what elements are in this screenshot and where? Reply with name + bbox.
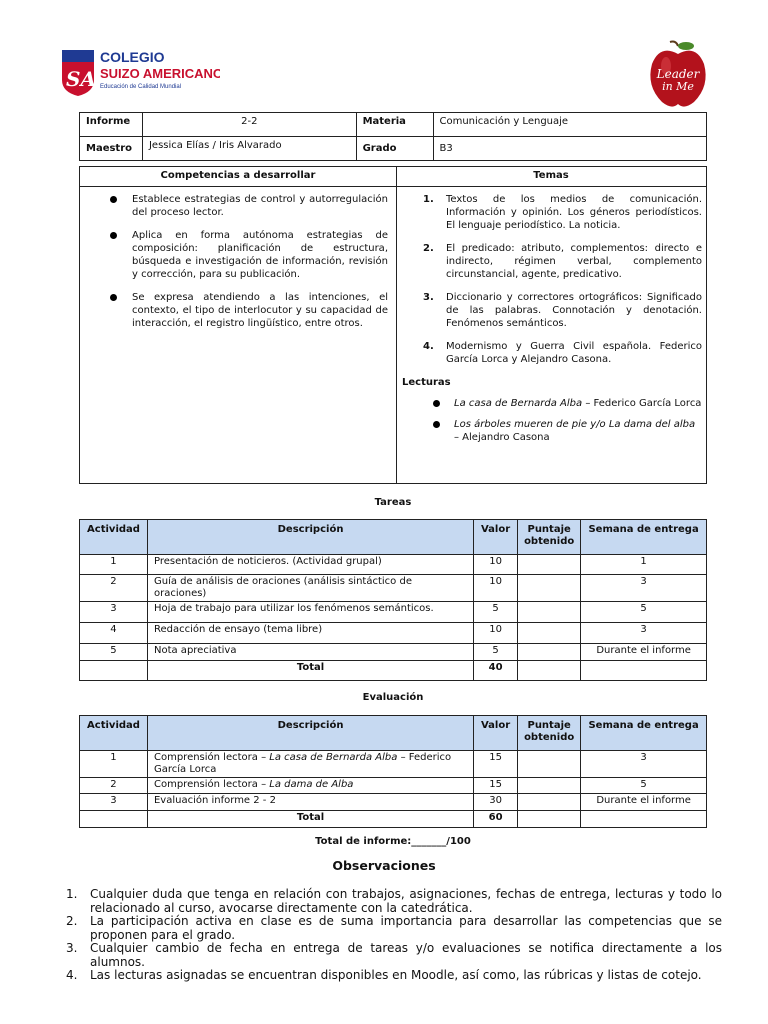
competencia-item: Aplica en forma autónoma estrategias de composición: planificación de estructura, búsqueda e investigación de información, revisión y corrección, para su publicación.	[80, 229, 388, 281]
table-row: 1 Presentación de noticieros. (Actividad grupal) 10 1	[80, 555, 707, 575]
table-row: 4 Redacción de ensayo (tema libre) 10 3	[80, 623, 707, 644]
col-descripcion: Descripción	[147, 520, 473, 555]
col-actividad: Actividad	[80, 520, 148, 555]
competencia-item: Se expresa atendiendo a las intenciones, el contexto, el tipo de interlocutor y su capacidad de interacción, el registro lingüístico, entre otros.	[80, 291, 388, 330]
info-table	[79, 112, 707, 161]
materia-label: Materia	[356, 113, 433, 137]
observacion-item: 3. Cualquier cambio de fecha en entrega de tareas y/o evaluaciones se notifica directamente a los alumnos.	[66, 941, 722, 969]
tareas-table	[79, 519, 707, 681]
competencias-title: Competencias a desarrollar	[80, 167, 396, 187]
observaciones-list	[66, 888, 722, 983]
competencia-item: Establece estrategias de control y autorregulación del proceso lector.	[80, 193, 388, 219]
logo-right-line1: Leader	[656, 67, 700, 81]
tema-item: 4. Modernismo y Guerra Civil española. Federico García Lorca y Alejandro Casona.	[423, 341, 702, 365]
total-row: Total 60	[80, 811, 707, 828]
table-row: 5 Nota apreciativa 5 Durante el informe	[80, 644, 707, 661]
lectura-item: Los árboles mueren de pie y/o La dama del alba – Alejandro Casona	[396, 418, 702, 444]
col-puntaje: Puntaje obtenido	[518, 520, 581, 555]
table-row: 1 Comprensión lectora – La casa de Bernarda Alba – Federico García Lorca 15 3	[80, 751, 707, 778]
tema-item: 3. Diccionario y correctores ortográficos: Significado de las palabras. Connotación y denotación. Fenómenos semánticos.	[423, 292, 702, 329]
grado-label: Grado	[356, 137, 433, 161]
logo-line2: SUIZO AMERICANO	[100, 66, 220, 81]
competencias-temas-box	[79, 166, 707, 484]
logo-line1: COLEGIO	[100, 49, 165, 65]
leader-in-me-logo	[646, 40, 710, 112]
tema-item: 1. Textos de los medios de comunicación. Información y opinión. Los géneros periodísticos. El lenguaje periodístico. La noticia.	[423, 194, 702, 231]
table-row: 2 Guía de análisis de oraciones (análisis sintáctico de oraciones) 10 3	[80, 575, 707, 602]
temas-list	[396, 193, 702, 452]
table-row: 3 Evaluación informe 2 - 2 30 Durante el informe	[80, 794, 707, 811]
evaluacion-title: Evaluación	[362, 692, 424, 703]
logo-monogram: SA	[66, 67, 96, 91]
grado-value: B3	[433, 137, 707, 161]
maestro-value: Jessica Elías / Iris Alvarado	[142, 137, 356, 161]
tareas-title: Tareas	[374, 497, 412, 508]
total-informe: Total de informe:_______/100	[315, 836, 471, 847]
logo-right-line2: in Me	[662, 80, 694, 93]
school-logo	[60, 46, 220, 98]
lecturas-title: Lecturas	[402, 377, 451, 388]
evaluacion-header-row: Actividad Descripción Valor Puntaje obtenido Semana de entrega	[80, 716, 707, 751]
total-row: Total 40	[80, 661, 707, 681]
tema-item: 2. El predicado: atributo, complementos: directo e indirecto, régimen verbal, complemento circunstancial, agente, predicativo.	[423, 243, 702, 280]
temas-title: Temas	[396, 167, 706, 187]
table-row: 3 Hoja de trabajo para utilizar los fenómenos semánticos. 5 5	[80, 602, 707, 623]
table-row: 2 Comprensión lectora – La dama de Alba 15 5	[80, 778, 707, 794]
col-valor: Valor	[474, 520, 518, 555]
materia-value: Comunicación y Lenguaje	[433, 113, 707, 137]
informe-label: Informe	[80, 113, 143, 137]
observaciones-title: Observaciones	[332, 858, 436, 873]
lectura-item: La casa de Bernarda Alba – Federico García Lorca	[396, 397, 702, 410]
observacion-item: 2. La participación activa en clase es de suma importancia para desarrollar las competencias que se proponen para el grado.	[66, 914, 722, 942]
observacion-item: 4. Las lecturas asignadas se encuentran disponibles en Moodle, así como, las rúbricas y listas de cotejo.	[66, 968, 702, 982]
col-semana: Semana de entrega	[581, 520, 707, 555]
evaluacion-table	[79, 715, 707, 828]
logo-tagline: Educación de Calidad Mundial	[100, 84, 182, 90]
informe-value: 2-2	[142, 113, 356, 137]
tareas-header-row	[80, 520, 707, 555]
maestro-label: Maestro	[80, 137, 143, 161]
observacion-item: 1. Cualquier duda que tenga en relación con trabajos, asignaciones, fechas de entrega, lecturas y todo lo relacionado al curso, avocarse directamente con la catedrática.	[66, 887, 722, 915]
competencias-list	[80, 193, 388, 340]
